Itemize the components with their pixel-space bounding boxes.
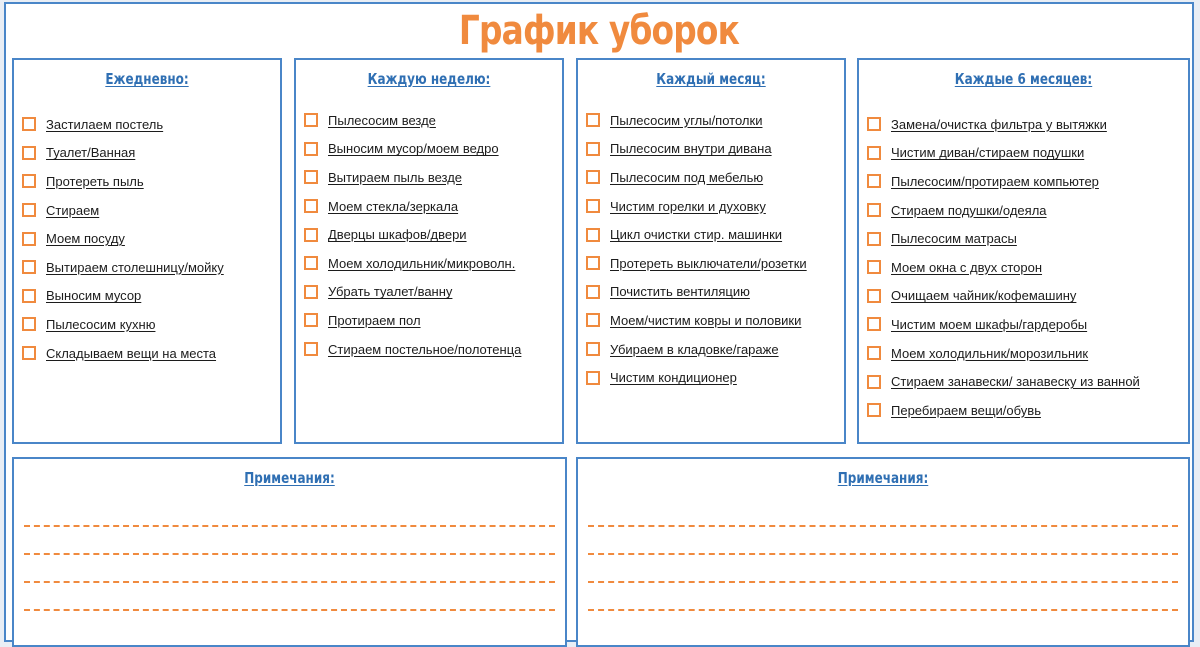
checkbox[interactable] — [304, 228, 318, 242]
checklist-item: Чистим горелки и духовку — [578, 192, 844, 221]
checkbox[interactable] — [304, 113, 318, 127]
checkbox[interactable] — [304, 313, 318, 327]
note-line[interactable] — [588, 525, 1178, 527]
checklist-item: Замена/очистка фильтра у вытяжки — [859, 110, 1188, 139]
checkbox[interactable] — [22, 146, 36, 160]
checklist-item: Чистим диван/стираем подушки — [859, 139, 1188, 168]
checklist-item: Стираем подушки/одеяла — [859, 196, 1188, 225]
checklist-item: Пылесосим/протираем компьютер — [859, 167, 1188, 196]
checklist-item: Пылесосим углы/потолки — [578, 106, 844, 135]
checklist-item: Вытираем столешницу/мойку — [14, 253, 280, 282]
checkbox[interactable] — [586, 313, 600, 327]
checkbox[interactable] — [867, 346, 881, 360]
note-line[interactable] — [24, 581, 555, 583]
checkbox[interactable] — [867, 117, 881, 131]
checkbox[interactable] — [867, 174, 881, 188]
checkbox[interactable] — [586, 285, 600, 299]
checklist-item: Пылесосим матрасы — [859, 224, 1188, 253]
note-line[interactable] — [588, 553, 1178, 555]
checklist-item: Убираем в кладовке/гараже — [578, 335, 844, 364]
column-semiannual — [857, 58, 1190, 444]
checklist-item: Стираем постельное/полотенца — [296, 335, 562, 364]
checklist-item: Пылесосим везде — [296, 106, 562, 135]
note-line[interactable] — [24, 525, 555, 527]
checklist-item: Пылесосим кухню — [14, 310, 280, 339]
checkbox[interactable] — [586, 228, 600, 242]
checkbox[interactable] — [304, 285, 318, 299]
checkbox[interactable] — [586, 256, 600, 270]
note-line[interactable] — [24, 553, 555, 555]
checklist-item: Протираем пол — [296, 306, 562, 335]
checklist-item: Перебираем вещи/обувь — [859, 396, 1188, 425]
column-heading: Ежедневно: — [105, 70, 189, 88]
column-monthly — [576, 58, 846, 444]
checkbox[interactable] — [867, 203, 881, 217]
checkbox[interactable] — [867, 317, 881, 331]
note-line[interactable] — [24, 609, 555, 611]
notes-heading: Примечания: — [244, 469, 335, 487]
column-heading: Каждый месяц: — [656, 70, 766, 88]
checklist-item: Туалет/Ванная — [14, 139, 280, 168]
checkbox[interactable] — [867, 260, 881, 274]
checklist-item: Моем/чистим ковры и половики — [578, 306, 844, 335]
checkbox[interactable] — [22, 317, 36, 331]
column-weekly — [294, 58, 564, 444]
column-heading: Каждые 6 месяцев: — [954, 70, 1093, 88]
checklist-item: Застилаем постель — [14, 110, 280, 139]
checkbox[interactable] — [22, 174, 36, 188]
checkbox[interactable] — [304, 170, 318, 184]
page-title: График уборок — [458, 8, 740, 54]
column-daily — [12, 58, 282, 444]
checklist-item: Выносим мусор — [14, 282, 280, 311]
checkbox[interactable] — [22, 232, 36, 246]
checklist-item: Моем посуду — [14, 224, 280, 253]
checkbox[interactable] — [304, 342, 318, 356]
checklist-item: Дверцы шкафов/двери — [296, 220, 562, 249]
checklist-item: Чистим моем шкафы/гардеробы — [859, 310, 1188, 339]
checklist-item: Моем стекла/зеркала — [296, 192, 562, 221]
checklist-item: Пылесосим под мебелью — [578, 163, 844, 192]
checkbox[interactable] — [586, 371, 600, 385]
notes-panel-left — [12, 457, 567, 647]
checkbox[interactable] — [867, 403, 881, 417]
checkbox[interactable] — [304, 256, 318, 270]
checklist-item: Моем окна с двух сторон — [859, 253, 1188, 282]
checkbox[interactable] — [22, 260, 36, 274]
checklist-item: Пылесосим внутри дивана — [578, 135, 844, 164]
checklist-item: Цикл очистки стир. машинки — [578, 220, 844, 249]
checkbox[interactable] — [586, 199, 600, 213]
schedule-page — [4, 2, 1194, 642]
checkbox[interactable] — [22, 289, 36, 303]
checkbox[interactable] — [867, 289, 881, 303]
checkbox[interactable] — [586, 113, 600, 127]
checklist-item: Протереть пыль — [14, 167, 280, 196]
checkbox[interactable] — [867, 146, 881, 160]
notes-heading: Примечания: — [837, 469, 929, 487]
checklist-item: Вытираем пыль везде — [296, 163, 562, 192]
checkbox[interactable] — [867, 375, 881, 389]
checklist-item: Очищаем чайник/кофемашину — [859, 282, 1188, 311]
checkbox[interactable] — [22, 346, 36, 360]
checklist-item: Протереть выключатели/розетки — [578, 249, 844, 278]
checklist-item: Убрать туалет/ванну — [296, 278, 562, 307]
checklist-item: Почистить вентиляцию — [578, 278, 844, 307]
checkbox[interactable] — [867, 232, 881, 246]
checkbox[interactable] — [304, 199, 318, 213]
checklist-item: Моем холодильник/морозильник — [859, 339, 1188, 368]
checklist-item: Стираем — [14, 196, 280, 225]
checklist-item: Моем холодильник/микроволн. — [296, 249, 562, 278]
note-line[interactable] — [588, 581, 1178, 583]
note-line[interactable] — [588, 609, 1178, 611]
checklist-item: Складываем вещи на места — [14, 339, 280, 368]
checkbox[interactable] — [586, 342, 600, 356]
checkbox[interactable] — [304, 142, 318, 156]
column-heading: Каждую неделю: — [367, 70, 491, 88]
checklist-item: Выносим мусор/моем ведро — [296, 135, 562, 164]
notes-panel-right — [576, 457, 1190, 647]
checkbox[interactable] — [586, 170, 600, 184]
checkbox[interactable] — [22, 117, 36, 131]
checkbox[interactable] — [22, 203, 36, 217]
checklist-item: Чистим кондиционер — [578, 363, 844, 392]
checklist-item: Стираем занавески/ занавеску из ванной — [859, 367, 1188, 396]
checkbox[interactable] — [586, 142, 600, 156]
